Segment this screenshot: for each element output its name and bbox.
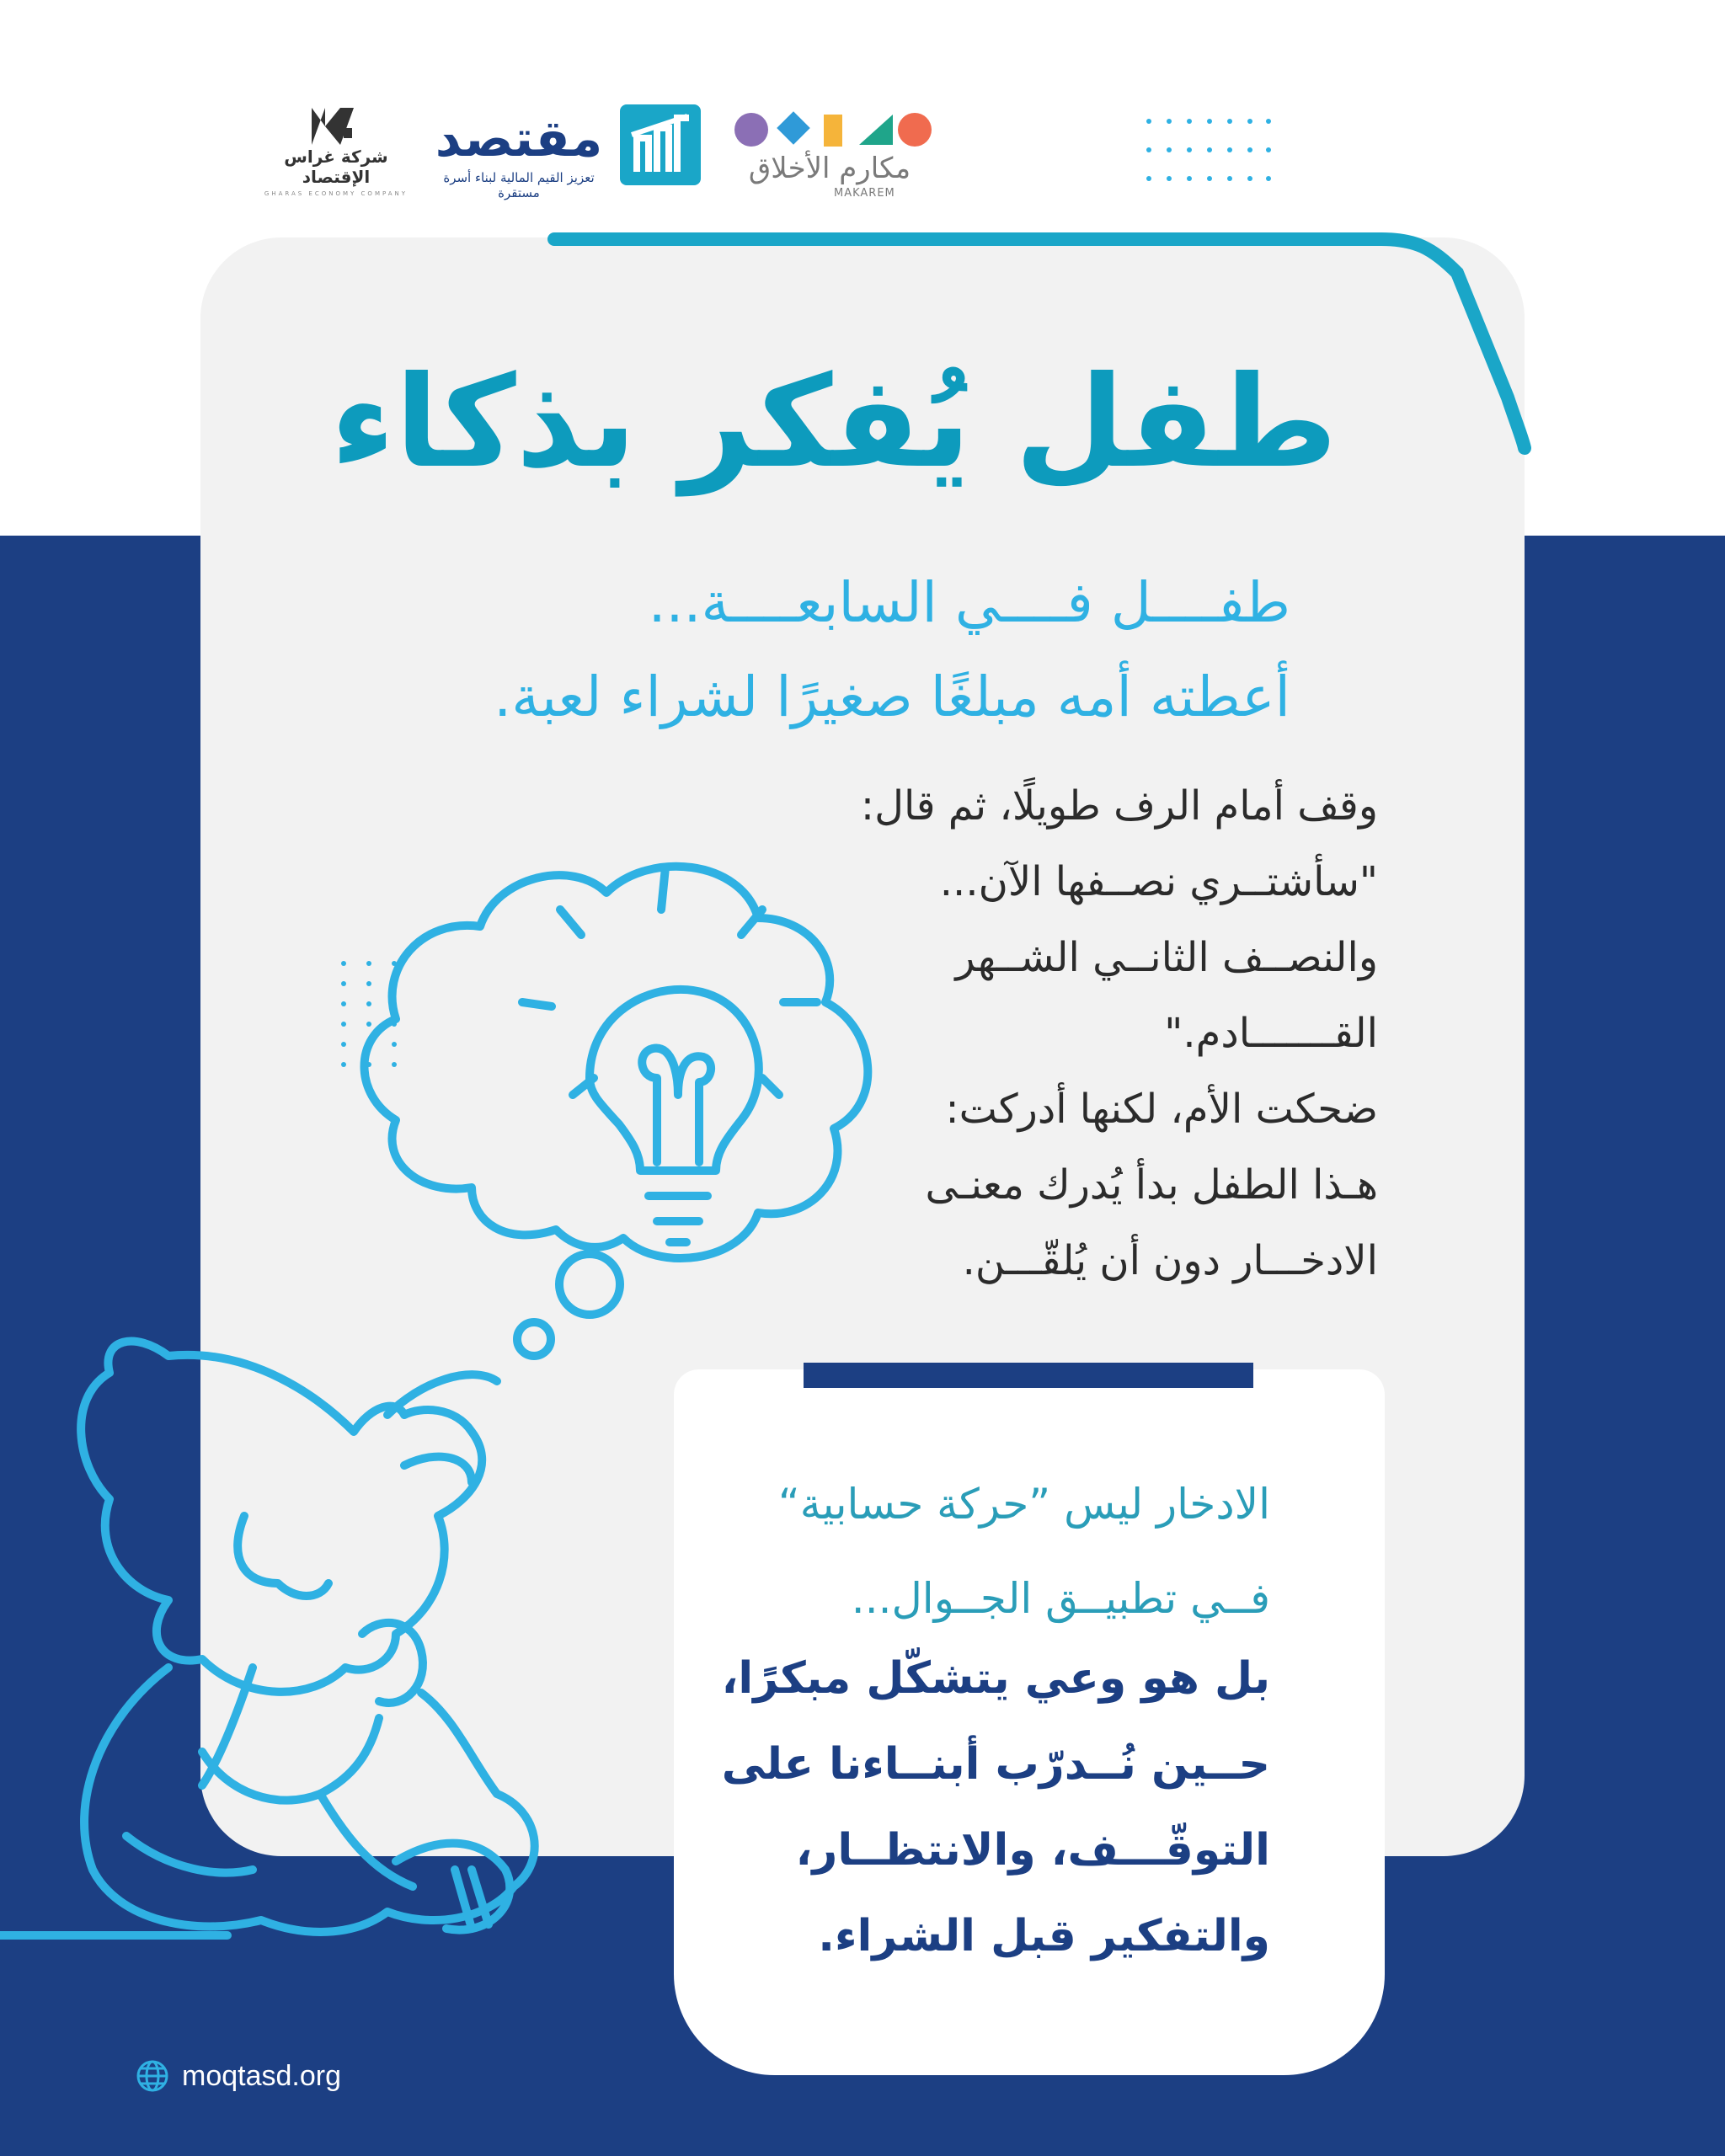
story-line: ضحكت الأم، لكنها أدركت: — [945, 1086, 1378, 1133]
story-line: القـــــــادم." — [1164, 1010, 1378, 1057]
story-line: والنصــف الثانــي الشــهر — [955, 934, 1378, 981]
globe-icon — [135, 2058, 170, 2094]
moqtasd-logo — [435, 109, 603, 200]
story-line: وقف أمام الرف طويلًا، ثم قال: — [860, 782, 1378, 830]
quote-bold-line: بل هو وعي يتشكّل مبكرًا، — [721, 1653, 1270, 1704]
makarem-name-en: MAKAREM — [834, 187, 895, 200]
subtitle-block — [280, 556, 1290, 744]
ghiras-name: شركة غراس الإقتصاد — [284, 147, 388, 187]
lightbulb-icon — [522, 867, 817, 1242]
subtitle-line: طفــــل فــــي السابعــــة... — [648, 570, 1290, 635]
quote-bold-line: والتفكير قبل الشراء. — [818, 1911, 1270, 1961]
teal-building-logo — [620, 104, 701, 185]
thought-cloud — [365, 867, 868, 1258]
story-line: هـذا الطفل بدأ يُدرك معنـى — [925, 1161, 1378, 1209]
subtitle-line: أعطته أمه مبلغًا صغيرًا لشراء لعبة. — [494, 664, 1290, 729]
quote-card-intro — [681, 1457, 1270, 1646]
moqtasd-tagline: تعزيز القيم المالية لبناء أسرة مستقرة — [443, 170, 595, 200]
story-line: الادخـــار دون أن يُلقّـــن. — [962, 1237, 1378, 1284]
quote-light-line: الادخار ليس ”حركة حسابية“ — [777, 1480, 1270, 1529]
moqtasd-wordmark: مقتصد — [435, 109, 603, 168]
makarem-logo — [724, 99, 935, 200]
ghiras-logo — [258, 103, 414, 197]
quote-bold-line: التوقّـــف، والانتظــار، — [795, 1825, 1270, 1876]
website-url[interactable]: moqtasd.org — [182, 2060, 341, 2092]
quote-bold-line: حــين نُــدرّب أبنــاءنا على — [721, 1739, 1270, 1790]
poster-title: طفل يُفكر بذكاء — [330, 350, 1338, 496]
quote-light-line: فــي تطبيــق الجــوال... — [851, 1574, 1270, 1623]
ghiras-mark-icon — [307, 103, 366, 147]
building-icon — [620, 104, 701, 185]
ghiras-name-en: GHARAS ECONOMY COMPANY — [264, 190, 409, 197]
dot-grid-top-right — [1146, 118, 1272, 185]
makarem-name: مكارم الأخلاق — [748, 152, 911, 185]
story-line: "سأشتــري نصــفها الآن... — [939, 858, 1378, 905]
makarem-shapes-icon — [733, 108, 935, 152]
quote-card-message — [681, 1636, 1270, 1979]
quote-card-top-bar — [804, 1363, 1253, 1388]
